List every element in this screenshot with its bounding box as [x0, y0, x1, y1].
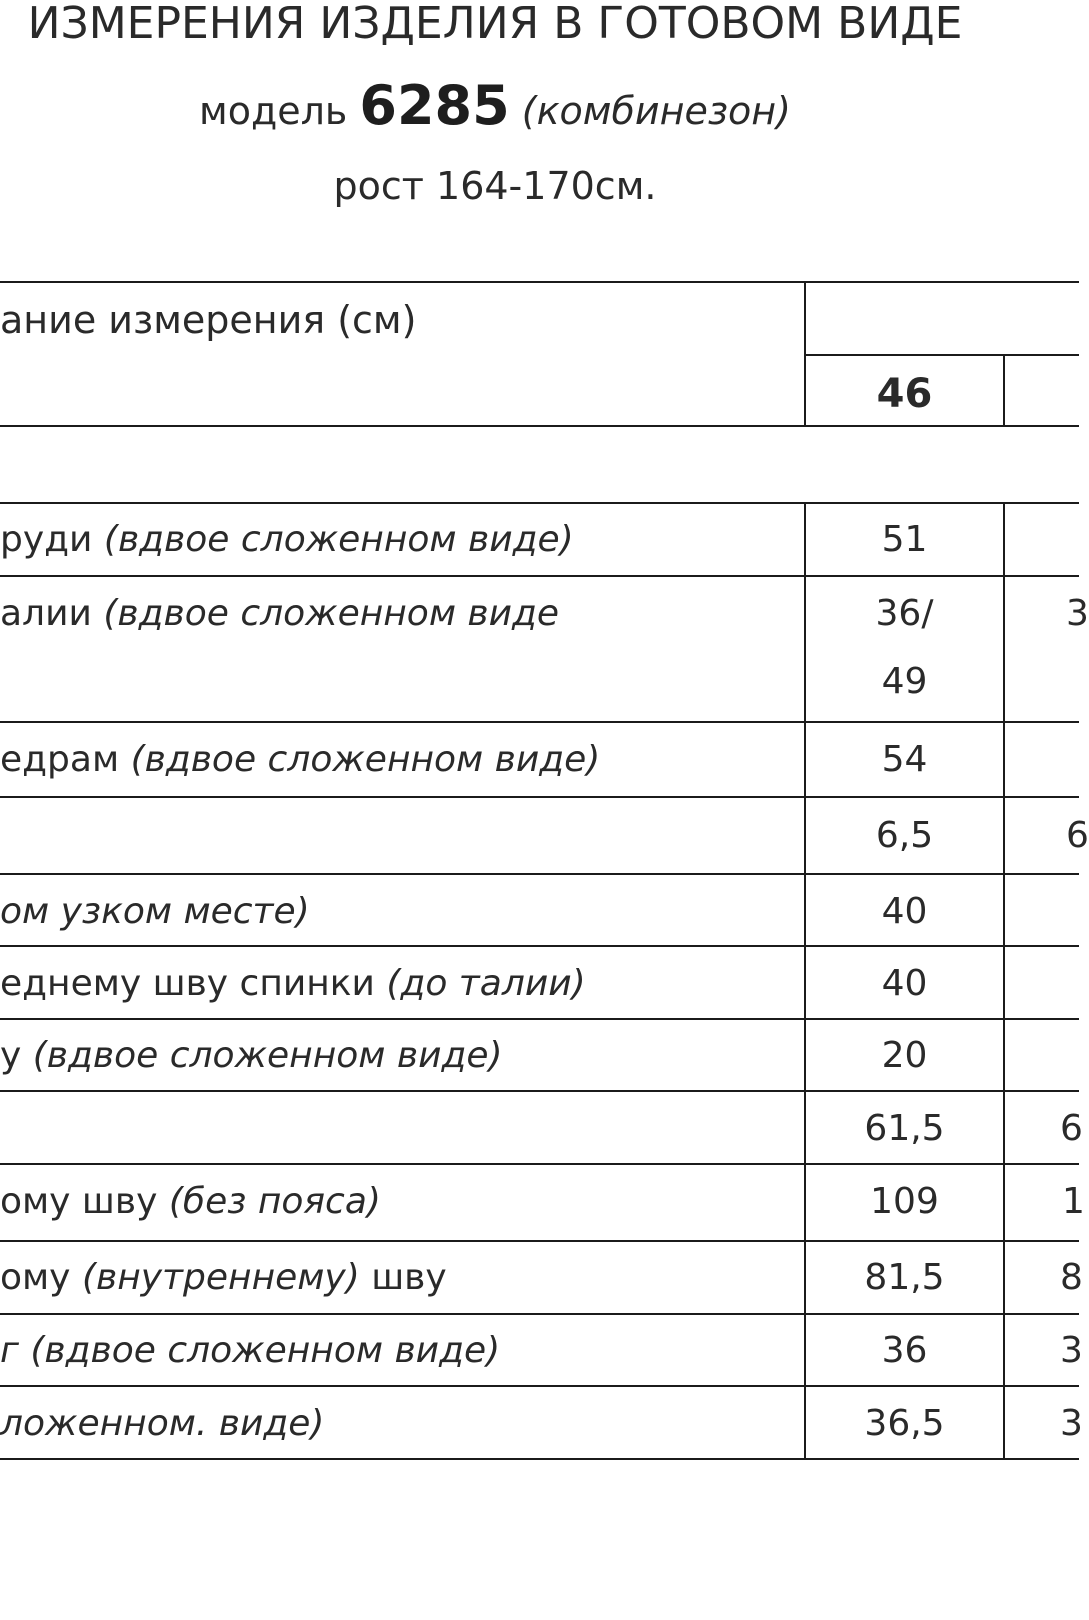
row-border [0, 1385, 1079, 1387]
table-cell-48: 8 [1060, 1257, 1083, 1298]
row-border [0, 575, 1079, 577]
row-border [0, 945, 1079, 947]
table-cell-46: 36 [881, 1330, 928, 1371]
table-cell-46: 6,5 [875, 815, 934, 856]
table-row-name: ому (внутреннему) шву [0, 1257, 447, 1298]
table-cell-46: 36,5 [864, 1403, 945, 1444]
table-row-name: у (вдвое сложенном виде) [0, 1035, 503, 1076]
table-cell-48: 3 [1060, 1330, 1083, 1371]
model-label: модель [199, 89, 348, 133]
table-top-border [0, 281, 1079, 283]
table-row-name: г (вдвое сложенном виде) [0, 1330, 501, 1371]
table-cell-48: 3 [1066, 593, 1089, 634]
table-row-name: ом узком месте) [0, 891, 310, 932]
row-border [0, 796, 1079, 798]
table-cell-46: 61,5 [864, 1108, 945, 1149]
column-divider [1003, 354, 1005, 427]
table-row-name: едрам (вдвое сложенном виде) [0, 739, 601, 780]
column-divider [1003, 502, 1005, 1460]
table-cell-46: 40 [881, 963, 928, 1004]
height-line: рост 164-170см. [333, 164, 657, 208]
model-line [0, 74, 990, 139]
table-cell-46: 20 [881, 1035, 928, 1076]
row-border [0, 873, 1079, 875]
table-cell-46: 40 [881, 891, 928, 932]
measurement-header: ание измерения (см) [0, 298, 417, 342]
row-border [0, 1090, 1079, 1092]
size-header-divider [806, 354, 1079, 356]
table-cell-46-second-line: 49 [881, 661, 928, 702]
table-cell-48: 6 [1060, 1108, 1083, 1149]
table-row-name: еднему шву спинки (до талии) [0, 963, 586, 1004]
row-border [0, 1313, 1079, 1315]
table-cell-46: 51 [881, 519, 928, 560]
table-cell-48: 1 [1062, 1181, 1085, 1222]
size-46-header: 46 [876, 371, 933, 417]
table-cell-48: 6 [1066, 815, 1089, 856]
table-cell-46: 54 [881, 739, 928, 780]
table-row-name: ложенном. виде) [0, 1403, 325, 1444]
row-border [0, 1240, 1079, 1242]
header-bottom-border [0, 425, 1079, 427]
row-border [0, 1018, 1079, 1020]
table-row-name: руди (вдвое сложенном виде) [0, 519, 574, 560]
row-border [0, 721, 1079, 723]
table-cell-48: 3 [1060, 1403, 1083, 1444]
row-border [0, 502, 1079, 504]
document-title: ИЗМЕРЕНИЯ ИЗДЕЛИЯ В ГОТОВОМ ВИДЕ [27, 0, 963, 49]
table-cell-46: 81,5 [864, 1257, 945, 1298]
row-border [0, 1163, 1079, 1165]
model-number: 6285 [359, 74, 510, 137]
table-row-name: ому шву (без пояса) [0, 1181, 381, 1222]
table-cell-46: 109 [870, 1181, 939, 1222]
model-type: (комбинезон) [521, 89, 791, 133]
table-bottom-border [0, 1458, 1079, 1460]
table-row-name: алии (вдвое сложенном виде [0, 593, 560, 634]
table-cell-46: 36/ [875, 593, 934, 634]
